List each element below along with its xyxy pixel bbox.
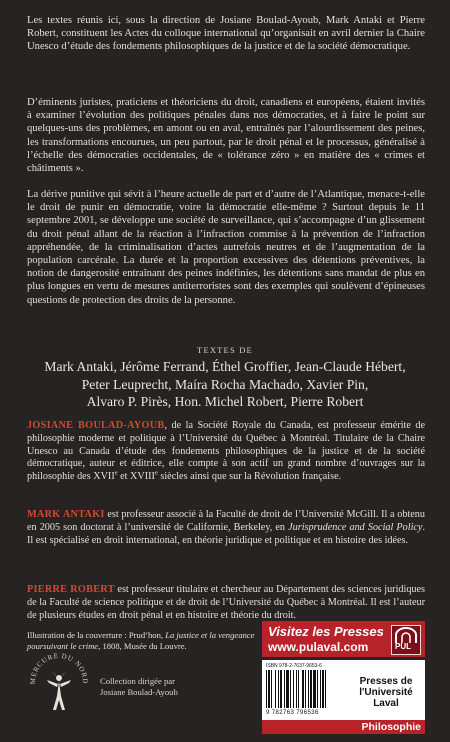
contributors-heading: TEXTES DE <box>197 345 253 355</box>
barcode-bar <box>268 670 270 708</box>
publisher-promo-banner[interactable] <box>262 621 425 657</box>
credit-suffix: , 1808, Musée du Louvre. <box>98 640 187 651</box>
logo-text: MERCURE DU NORD <box>28 651 90 685</box>
barcode-bar <box>310 670 312 708</box>
barcode-bar <box>320 670 321 708</box>
promo-url-link[interactable]: www.pulaval.com <box>268 640 369 654</box>
barcode-bar <box>278 670 279 708</box>
credit-artwork-title: La justice et la vengeance poursuivant le crime <box>27 630 255 651</box>
contributors-line-2: Peter Leuprecht, Maíra Rocha Machado, Xavier Pin, <box>81 376 369 392</box>
barcode-bar <box>284 670 285 708</box>
pul-logo-text: PUL <box>395 642 411 651</box>
bio-name: PIERRE ROBERT <box>27 584 115 595</box>
barcode-bar <box>322 670 324 708</box>
intro-paragraph-3: La dérive punitive qui sévit à l’heure actuelle de part et d’autre de l’Atlantique, menace-t-elle le droit de punir en démocratie, voire la démocratie elle-même ? Surtout depuis le 11 septembre 2001, se développe une société de surveillance, qui s’accompagne d’un glissement du droit pénal allant de la réaction à l’infraction commise à la prévention de l’infraction appréhendée, de la criminalisation d’actes autrefois neutres et de l’augmentation de la population carcérale. La durée et la proportion excessives des détentions préventives, la notion de dangerosité entraînant des peines indéfinies, les détentions sans mandat de plus en plus longues en vertu de mesures antiterroristes sont des exemples qui soulèvent d’épineuses questions de protection des droits de la personne. <box>27 189 425 306</box>
bio-text: et XVIII <box>117 471 155 483</box>
isbn-text: ISBN 978-2-7637-9653-6 <box>266 663 322 669</box>
category-label: Philosophie <box>361 721 421 733</box>
barcode-bar <box>317 670 318 708</box>
mercure-du-nord-logo-icon <box>27 648 91 716</box>
intro-paragraph-2: D’éminents juristes, praticiens et théoriciens du droit, canadiens et européens, étaient invités à examiner l’évolution des politiques pénales dans nos démocraties, et à faire le point sur quelques-uns des problèmes, en amont ou en aval, entraînés par l’alourdissement des peines, les transformations encourues, un peu partout, par le droit pénal et le processus, généralisé à l’échelle des démocraties occidentales, de « tolérance zéro » en matière des « crimes et châtiments ». <box>27 97 425 175</box>
bio-robert <box>27 584 425 622</box>
intro-paragraph-1: Les textes réunis ici, sous la direction de Josiane Boulad-Ayoub, Mark Antaki et Pierre Robert, constituent les Actes du colloque international qu’organisait en avril dernier la Chaire Unesco d’étude des fondements philosophiques de la justice et de la société démocratique. <box>27 15 425 53</box>
credit-prefix: Illustration de la couverture : Prud’hon, <box>27 630 166 640</box>
barcode-bar <box>302 670 304 708</box>
publisher-name <box>350 676 422 709</box>
bio-antaki <box>27 509 425 547</box>
barcode-bar <box>313 670 316 708</box>
barcode-panel <box>262 660 425 720</box>
publisher-name-line-2: l'Université Laval <box>359 687 413 709</box>
contributors-list <box>20 358 430 411</box>
barcode-number: 9 782763 796536 <box>266 710 319 716</box>
barcode-bar <box>325 670 326 708</box>
superscript: e <box>114 469 118 477</box>
category-band <box>262 720 425 734</box>
bio-text: . Il est spécialisé en droit international, en théorie juridique et politique et en histoire des idées. <box>27 521 425 546</box>
barcode-bar <box>290 670 291 708</box>
barcode-bar <box>271 670 272 708</box>
bio-name: MARK ANTAKI <box>27 509 105 520</box>
barcode-bar <box>305 670 306 708</box>
barcode-bar <box>275 670 276 708</box>
barcode-bar <box>293 670 294 708</box>
barcode-bar <box>296 670 297 708</box>
barcode-bar <box>280 670 282 708</box>
superscript: e <box>154 469 158 477</box>
publisher-name-line-1: Presses de <box>359 676 413 687</box>
bio-text: siècles ainsi que sur la Révolution française. <box>157 471 342 483</box>
bio-text: est professeur titulaire et chercheur au Département des sciences juridiques de la Faculté de science politique et de droit de l’Université du Québec à Montréal. Il est l’auteur de plusieurs études en droit pénal et en histoire et théorie du droit. <box>27 584 425 621</box>
contributors-line-1: Mark Antaki, Jérôme Ferrand, Éthel Groffier, Jean-Claude Hébert, <box>44 359 406 374</box>
promo-title: Visitez les Presses <box>268 624 384 639</box>
bio-text: est professeur associé à la Faculté de droit de l’Université McGill. Il a obtenu en 2005 son doctorat à l’université de Californie, Berkeley, en <box>27 509 425 533</box>
collection-line-1: Collection dirigée par <box>100 676 175 686</box>
barcode-bar <box>308 670 309 708</box>
bio-name: JOSIANE BOULAD-AYOUB <box>27 420 165 431</box>
barcode-bar <box>298 670 299 708</box>
barcode-bar <box>266 670 267 708</box>
bio-text: , de la Société Royale du Canada, est professeur émérite de philosophie moderne et politique à l’Université du Québec à Montréal. Titulaire de la Chaire Unesco au Canada d’étude des fondements philosophiques de la justice et de la société démocratique, auteur et éditrice, elle compte à son actif un grand nombre d’ouvrages sur la philosophie des XVII <box>27 420 426 483</box>
collection-info <box>100 676 240 698</box>
pul-logo-icon <box>391 625 421 655</box>
barcode-bar <box>286 670 289 708</box>
collection-director: Josiane Boulad-Ayoub <box>100 686 178 697</box>
bio-italic: Jurisprudence and Social Policy <box>288 521 423 533</box>
barcode-icon <box>266 670 340 708</box>
contributors-line-3: Alvaro P. Pirès, Hon. Michel Robert, Pierre Robert <box>86 394 364 409</box>
bio-boulad-ayoub <box>27 420 425 484</box>
